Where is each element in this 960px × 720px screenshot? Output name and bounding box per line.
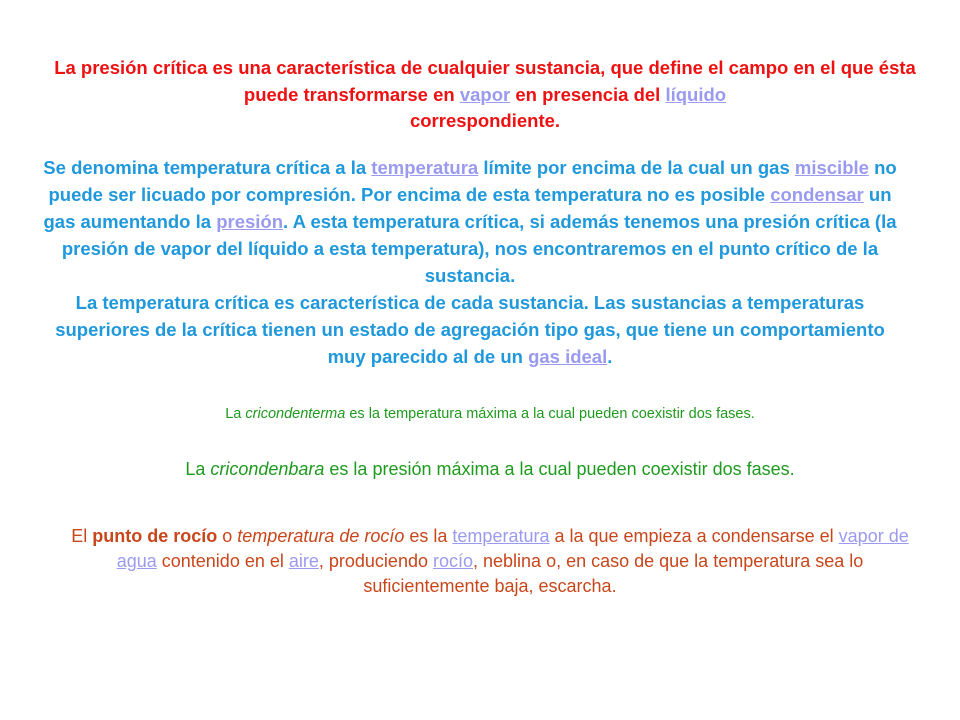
term-punto-de-rocio: punto de rocío bbox=[92, 526, 218, 546]
term-cricondenterma: cricondenterma bbox=[245, 406, 346, 422]
text-segment: límite por encima de la cual un gas bbox=[478, 157, 795, 178]
link-vapor-de-agua[interactable]: vapor de agua bbox=[116, 526, 909, 571]
text-segment: a la que empieza a condensarse el bbox=[549, 526, 839, 546]
text-segment: Se denomina temperatura crítica a la bbox=[43, 157, 372, 178]
link-liquido[interactable]: líquido bbox=[665, 83, 727, 105]
text-segment: La bbox=[225, 406, 246, 422]
text-segment: La temperatura crítica es característica de cada sustancia. Las sustancias a temperaturas superiores de la crítica tienen un estado de agregación tipo gas, que tiene un comportamiento muy parecido al de un bbox=[55, 292, 885, 367]
text-segment: contenido en el bbox=[156, 551, 289, 571]
text-segment: . A esta temperatura crítica, si además tenemos una presión crítica (la presión de vapor del líquido a esta temperatura), nos encontraremos en el punto crítico de la sustancia. bbox=[61, 211, 897, 286]
link-condensar[interactable]: condensar bbox=[770, 184, 864, 205]
text-segment: , neblina o, en caso de que la temperatura sea lo suficientemente baja, escarcha. bbox=[363, 551, 864, 596]
link-aire[interactable]: aire bbox=[288, 551, 319, 571]
text-segment: en presencia del bbox=[510, 83, 666, 105]
text-segment: no puede ser licuado por compresión. Por encima de esta temperatura no es posible bbox=[48, 157, 897, 205]
link-vapor[interactable]: vapor bbox=[459, 83, 511, 105]
text-segment: es la presión máxima a la cual pueden coexistir dos fases. bbox=[324, 459, 795, 479]
critical-temperature-paragraph bbox=[40, 154, 900, 370]
link-miscible[interactable]: miscible bbox=[794, 157, 869, 178]
text-segment: es la bbox=[404, 526, 453, 546]
dew-point-paragraph bbox=[60, 524, 920, 599]
term-cricondenbara: cricondenbara bbox=[210, 459, 325, 479]
text-segment: El bbox=[71, 526, 93, 546]
link-rocio[interactable]: rocío bbox=[432, 551, 474, 571]
cricondenbara-paragraph bbox=[60, 457, 920, 481]
link-gas-ideal[interactable]: gas ideal bbox=[528, 346, 608, 367]
link-presion[interactable]: presión bbox=[216, 211, 284, 232]
critical-pressure-paragraph bbox=[40, 55, 930, 135]
link-temperatura[interactable]: temperatura bbox=[452, 526, 550, 546]
text-segment: , produciendo bbox=[318, 551, 433, 571]
text-segment: es la temperatura máxima a la cual pueden coexistir dos fases. bbox=[345, 406, 755, 422]
cricondenterma-paragraph bbox=[100, 404, 880, 424]
text-segment: La bbox=[185, 459, 211, 479]
link-temperatura[interactable]: temperatura bbox=[371, 157, 479, 178]
text-segment: La presión crítica es una característica de cualquier sustancia, que define el campo en el que ésta puede transformarse en bbox=[54, 57, 916, 105]
text-segment: un gas aumentando la bbox=[43, 184, 892, 232]
text-segment: o bbox=[217, 526, 238, 546]
text-segment: . bbox=[607, 346, 613, 367]
text-segment: correspondiente. bbox=[409, 110, 561, 131]
term-temperatura-de-rocio: temperatura de rocío bbox=[237, 526, 405, 546]
